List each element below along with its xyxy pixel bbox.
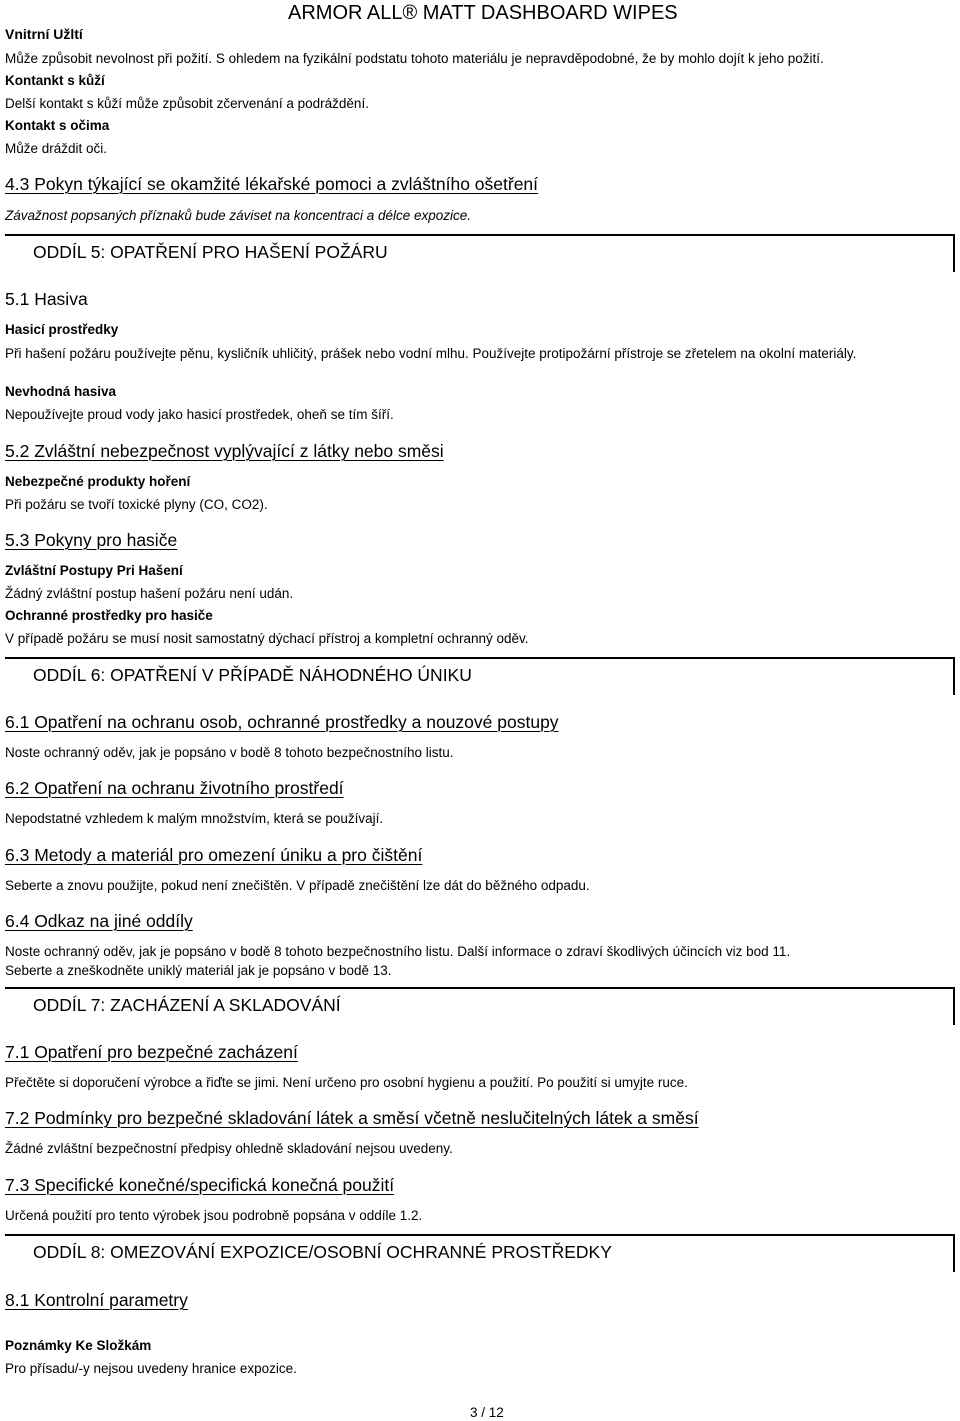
section-8-header: [5, 1234, 955, 1272]
subsection-5-1-heading: 5.1 Hasiva: [5, 289, 88, 309]
component-notes-text: Pro přísadu/-y nejsou uvedeny hranice expozice.: [5, 1361, 297, 1376]
subsection-6-4-text-2: Seberte a zneškodněte uniklý materiál jak je popsáno v bodě 13.: [5, 963, 392, 978]
eye-contact-label: Kontakt s očima: [5, 118, 110, 133]
skin-contact-text: Delší kontakt s kůží může způsobit zčervenání a podráždění.: [5, 96, 369, 111]
protective-equipment-label: Ochranné prostředky pro hasiče: [5, 608, 213, 623]
section-7-header: [5, 987, 955, 1025]
section-5-header: [5, 234, 955, 272]
section-6-title: ODDÍL 6: OPATŘENÍ V PŘÍPADĚ NÁHODNÉHO ÚNIKU: [33, 665, 472, 685]
extinguishing-media-text: Při hašení požáru používejte pěnu, kysličník uhličitý, prášek nebo vodní mlhu. Používejte protipožární přístroje se zřetelem na okolní materiály.: [5, 346, 857, 361]
subsection-4-3-text: Závažnost popsaných příznaků bude záviset na koncentraci a délce expozice.: [5, 208, 472, 223]
subsection-8-1-heading: 8.1 Kontrolní parametry: [5, 1290, 188, 1310]
subsection-7-3-text: Určená použití pro tento výrobek jsou podrobně popsána v oddíle 1.2.: [5, 1208, 423, 1223]
document-title: ARMOR ALL® MATT DASHBOARD WIPES: [288, 2, 678, 24]
subsection-4-3-heading: 4.3 Pokyn týkající se okamžité lékařské pomoci a zvláštního ošetření: [5, 174, 539, 194]
component-notes-label: Poznámky Ke Složkám: [5, 1338, 152, 1353]
subsection-5-3-heading: 5.3 Pokyny pro hasiče: [5, 530, 178, 550]
subsection-6-3-text: Seberte a znovu použijte, pokud není znečištěn. V případě znečištění lze dát do běžného odpadu.: [5, 878, 590, 893]
subsection-6-3-heading: 6.3 Metody a materiál pro omezení úniku a pro čištění: [5, 845, 423, 865]
section-6-header: [5, 657, 955, 695]
combustion-products-label: Nebezpečné produkty hoření: [5, 474, 191, 489]
subsection-7-2-heading: 7.2 Podmínky pro bezpečné skladování látek a směsí včetně neslučitelných látek a směsí: [5, 1108, 699, 1128]
combustion-products-text: Při požáru se tvoří toxické plyny (CO, CO2).: [5, 497, 268, 512]
subsection-6-2-heading: 6.2 Opatření na ochranu životního prostředí: [5, 778, 344, 798]
ingestion-text: Může způsobit nevolnost při požití. S ohledem na fyzikální podstatu tohoto materiálu je nepravděpodobné, že by mohlo dojít k jeho požití.: [5, 51, 824, 66]
subsection-6-1-heading: 6.1 Opatření na ochranu osob, ochranné prostředky a nouzové postupy: [5, 712, 559, 732]
eye-contact-text: Může dráždit oči.: [5, 141, 108, 156]
subsection-7-3-heading: 7.3 Specifické konečné/specifická konečná použití: [5, 1175, 395, 1195]
subsection-7-1-heading: 7.1 Opatření pro bezpečné zacházení: [5, 1042, 298, 1062]
subsection-6-1-text: Noste ochranný oděv, jak je popsáno v bodě 8 tohoto bezpečnostního listu.: [5, 745, 454, 760]
header-left-label: Vnitrní Užltí: [5, 26, 83, 42]
section-7-title: ODDÍL 7: ZACHÁZENÍ A SKLADOVÁNÍ: [33, 995, 341, 1015]
unsuitable-media-text: Nepoužívejte proud vody jako hasicí prostředek, oheň se tím šíří.: [5, 407, 394, 422]
subsection-7-1-text: Přečtěte si doporučení výrobce a řiďte se jimi. Není určeno pro osobní hygienu a použití. Po použití si umyjte ruce.: [5, 1075, 688, 1090]
subsection-6-4-text-1: Noste ochranný oděv, jak je popsáno v bodě 8 tohoto bezpečnostního listu. Další informace o zdraví škodlivých účincích viz bod 11.: [5, 944, 791, 959]
section-5-title: ODDÍL 5: OPATŘENÍ PRO HAŠENÍ POŽÁRU: [33, 242, 388, 262]
subsection-7-2-text: Žádné zvláštní bezpečnostní předpisy ohledně skladování nejsou uvedeny.: [5, 1141, 453, 1156]
protective-equipment-text: V případě požáru se musí nosit samostatný dýchací přístroj a kompletní ochranný oděv.: [5, 631, 529, 646]
page-number: 3 / 12: [470, 1405, 504, 1420]
subsection-6-4-heading: 6.4 Odkaz na jiné oddíly: [5, 911, 193, 931]
subsection-5-2-heading: 5.2 Zvláštní nebezpečnost vyplývající z látky nebo směsi: [5, 441, 444, 461]
subsection-6-2-text: Nepodstatné vzhledem k malým množstvím, která se používají.: [5, 811, 384, 826]
section-8-title: ODDÍL 8: OMEZOVÁNÍ EXPOZICE/OSOBNÍ OCHRANNÉ PROSTŘEDKY: [33, 1242, 612, 1262]
skin-contact-label: Kontankt s kůží: [5, 73, 105, 88]
special-procedures-label: Zvláštní Postupy Pri Hašení: [5, 563, 183, 578]
extinguishing-media-label: Hasicí prostředky: [5, 322, 119, 337]
unsuitable-media-label: Nevhodná hasiva: [5, 384, 117, 399]
special-procedures-text: Žádný zvláštní postup hašení požáru není udán.: [5, 586, 294, 601]
